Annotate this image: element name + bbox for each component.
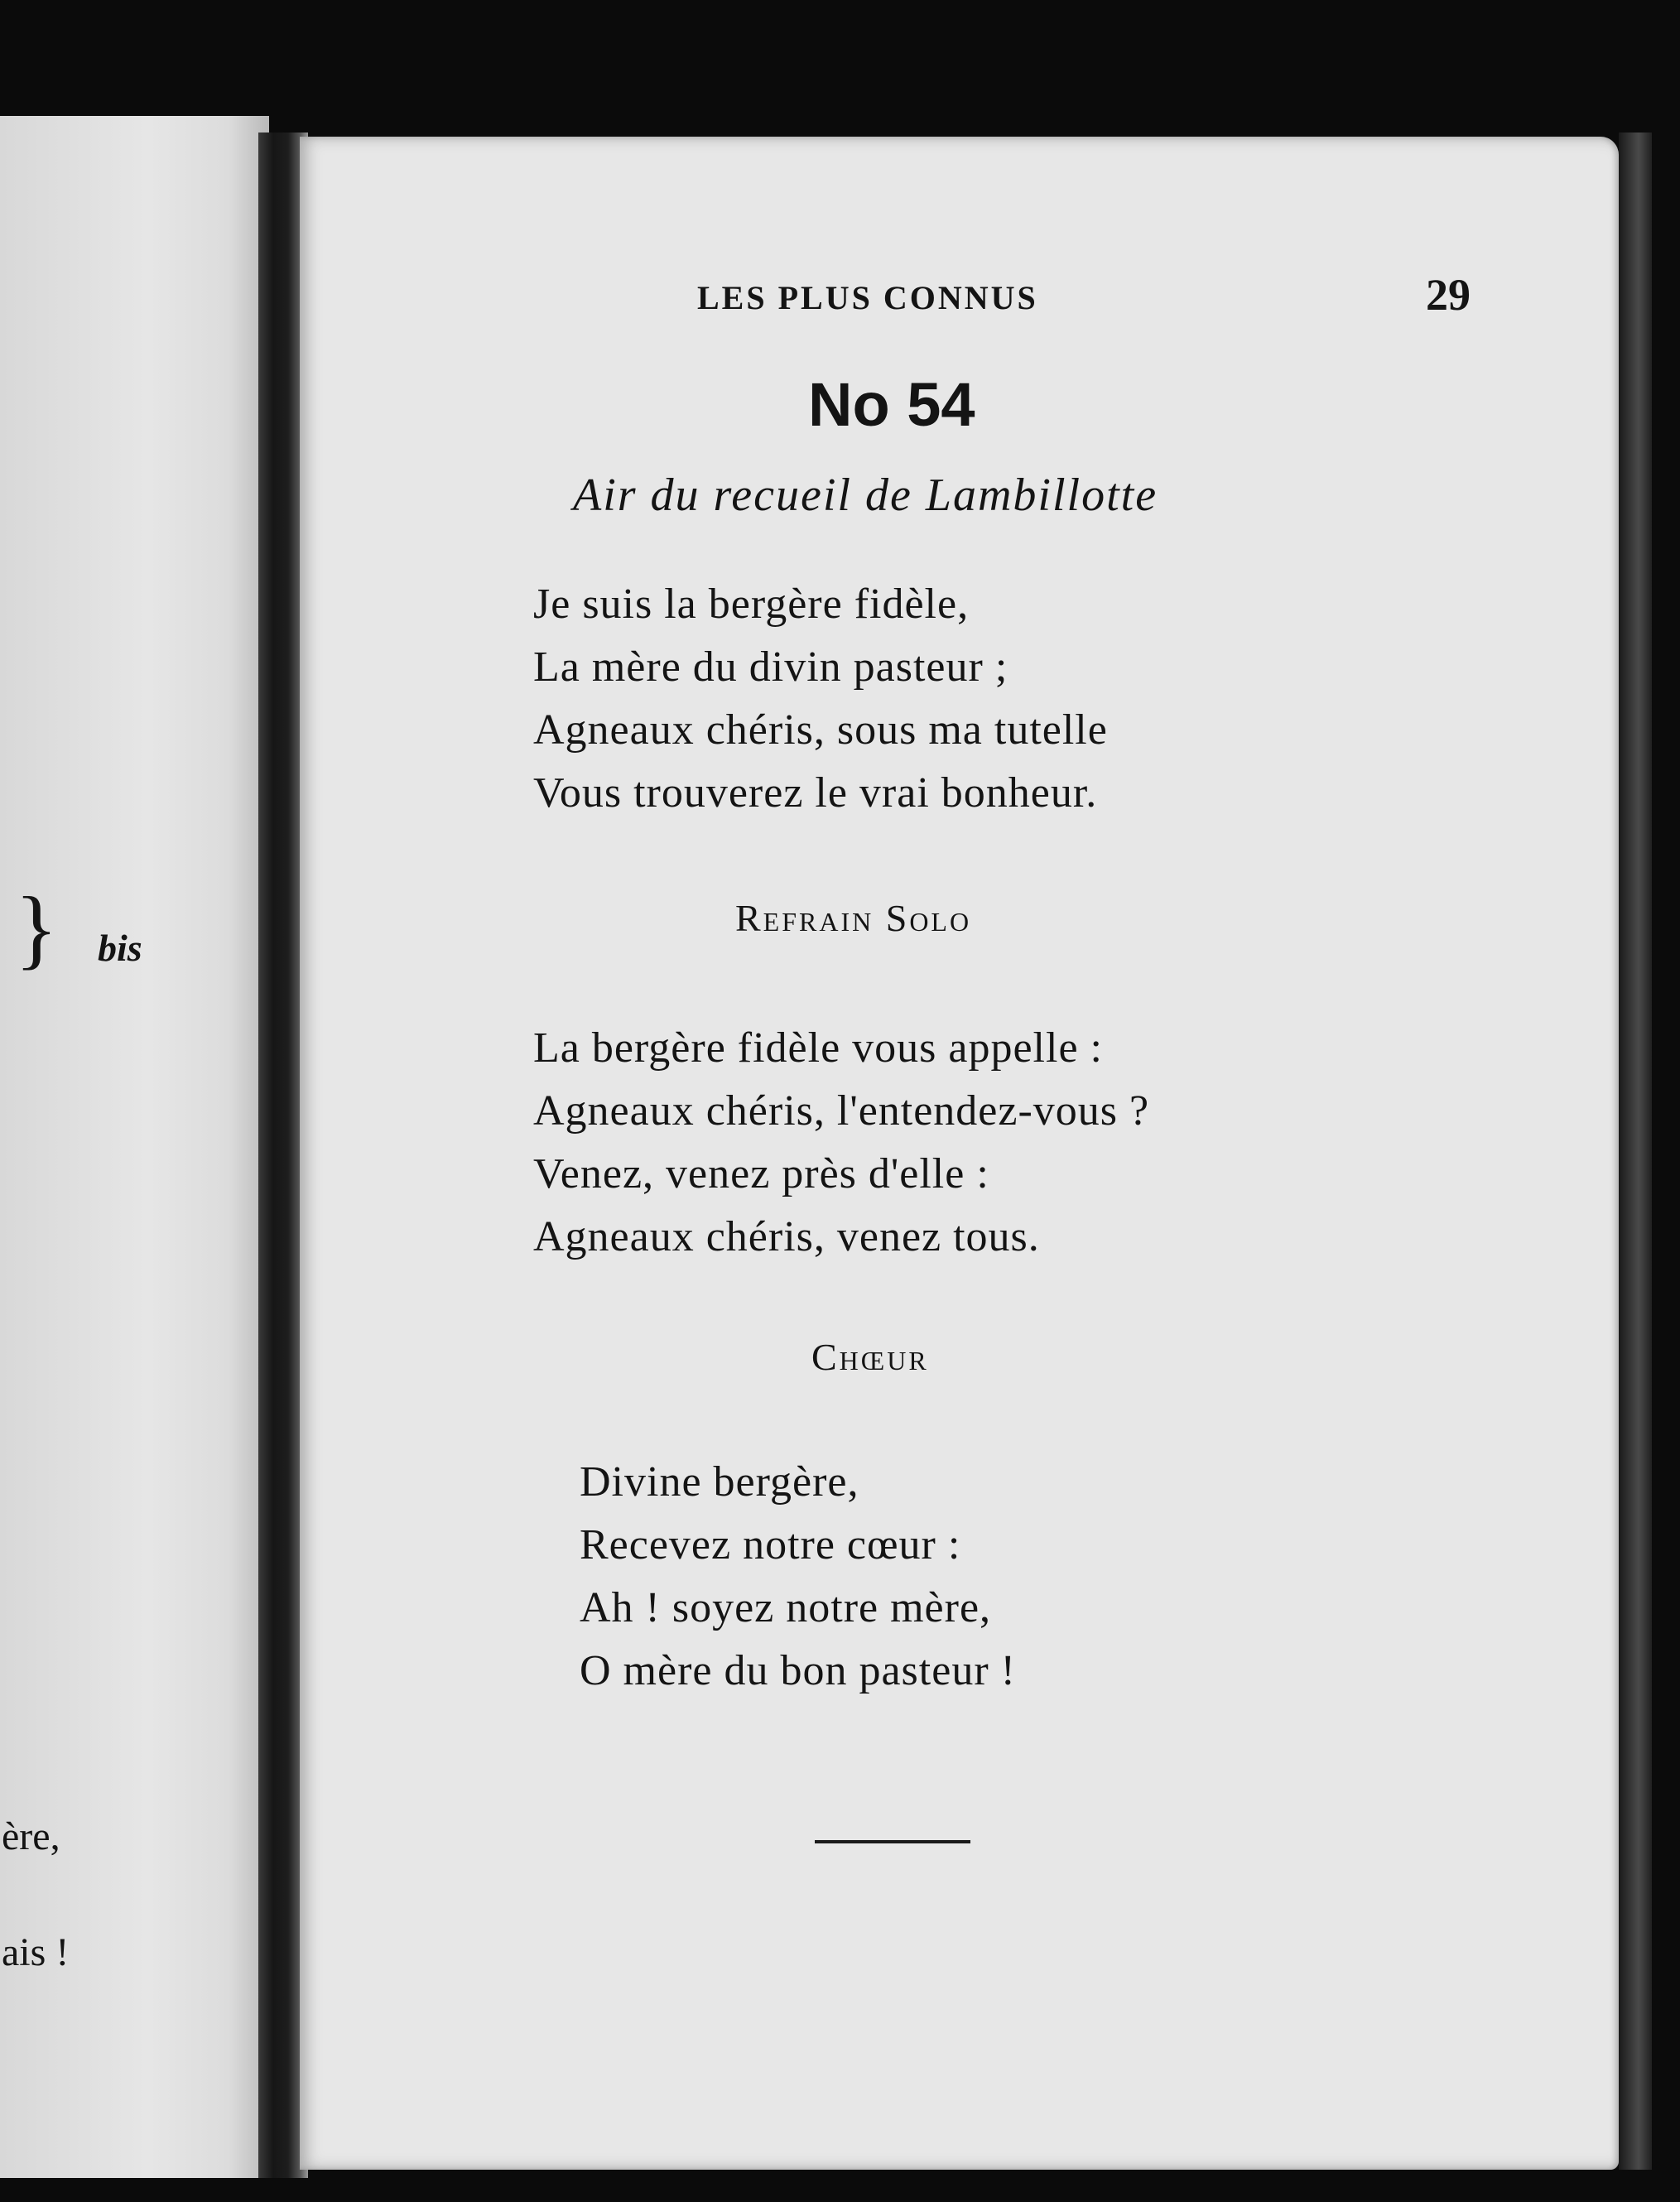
refrain-heading: Refrain Solo — [735, 897, 972, 939]
page-number: 29 — [1426, 270, 1471, 320]
chorus-heading: Chœur — [811, 1336, 929, 1378]
song-number: No 54 — [808, 370, 975, 439]
verse-line: Recevez notre cœur : — [580, 1521, 961, 1568]
left-page — [0, 116, 269, 2178]
bis-brace: } — [15, 879, 58, 978]
running-title: LES PLUS CONNUS — [697, 279, 1038, 316]
verse-line: La mère du divin pasteur ; — [533, 643, 1008, 691]
verse-line: O mère du bon pasteur ! — [580, 1647, 1016, 1694]
verse-line: Ah ! soyez notre mère, — [580, 1584, 992, 1631]
verse-line: Divine bergère, — [580, 1458, 859, 1506]
left-bis-label: bis — [98, 927, 142, 969]
refrain — [533, 1017, 1149, 1269]
verse-line: Agneaux chéris, venez tous. — [533, 1213, 1040, 1260]
stanza — [533, 573, 1108, 825]
left-text-fragment: ère, — [2, 1814, 60, 1858]
verse-line: Vous trouverez le vrai bonheur. — [533, 769, 1098, 817]
verse-line: Agneaux chéris, l'entendez-vous ? — [533, 1087, 1150, 1135]
left-text-fragment: ais ! — [2, 1930, 70, 1974]
verse-line: La bergère fidèle vous appelle : — [533, 1024, 1103, 1072]
end-rule — [815, 1840, 970, 1843]
page-edge — [1619, 133, 1652, 2170]
verse-line: Je suis la bergère fidèle, — [533, 581, 970, 628]
verse-line: Venez, venez près d'elle : — [533, 1150, 989, 1197]
air-attribution: Air du recueil de Lambillotte — [573, 470, 1158, 521]
verse-line: Agneaux chéris, sous ma tutelle — [533, 706, 1108, 754]
chorus — [580, 1451, 1016, 1703]
